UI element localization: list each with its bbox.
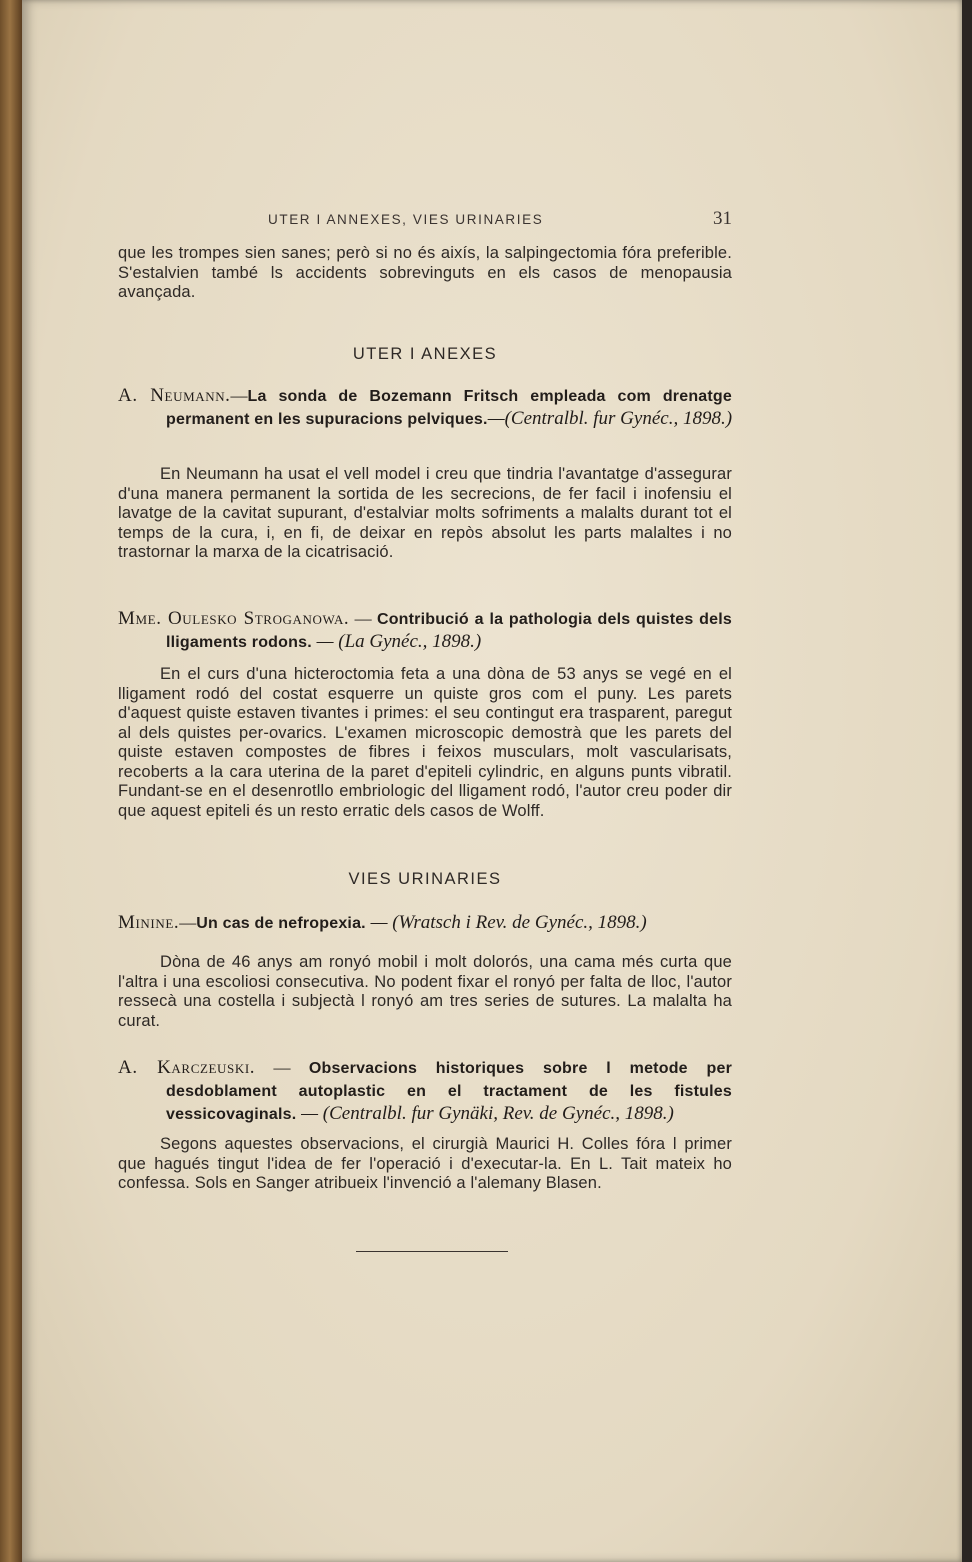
entry-author: A. Neumann. — [118, 385, 231, 406]
entry-dash: — — [255, 1058, 309, 1077]
section-title-vies-urinaries: VIES URINARIES — [348, 870, 502, 888]
entry-citation — [118, 912, 732, 935]
entry-title: Contribució a la pathologia dels quistes dels lligaments rodons. — [166, 611, 732, 651]
intro-block — [118, 244, 732, 303]
book-page — [22, 0, 962, 1562]
entry-title: La sonda de Bozemann Fritsch empleada com drenatge permanent en les supuracions pelviques. — [166, 388, 732, 428]
entry-source: — (Centralbl. fur Gynäki, Rev. de Gynéc., 1898.) — [296, 1103, 674, 1124]
entry-paragraph: Segons aquestes observacions, el cirurgià Maurici H. Colles fóra l primer que hagués tingut l'idea de fer l'operació i d'executar-la. En L. Tait mateix ho confessa. Sols en Sanger atribueix l'invenció a l'alemany Blasen. — [118, 1135, 732, 1192]
running-title: UTER I ANNEXES, VIES URINARIES — [268, 212, 544, 227]
entry-body — [118, 953, 732, 1031]
book-binding-edge — [0, 0, 22, 1562]
entry-citation — [118, 385, 732, 431]
entry-author: A. Karczeuski. — [118, 1057, 256, 1078]
entry-author: Mme. Oulesko Stroganowa. — [118, 608, 350, 629]
entry-paragraph: En Neumann ha usat el vell model i creu que tindria l'avantatge d'assegurar d'una manera permanent la sortida de les secrecions, de fer facil i inofensiu el lavatge de la cavitat supurant, d'estalviar molts sofriments a malalts durant tot el temps de la cura, i, en fi, de deixar en repòs absolut les parts malaltes i no trastornar la marxa de la cicatrisació. — [118, 465, 732, 561]
entry-citation — [118, 608, 732, 654]
entry-paragraph: Dòna de 46 anys am ronyó mobil i molt dolorós, una cama més curta que l'altra i una escoliosi consecutiva. No podent fixar el ronyó per falta de lloc, l'autor ressecà una costella i subjectà l ronyó am tres series de sutures. La malalta ha curat. — [118, 953, 732, 1030]
entry-dash: — — [230, 386, 248, 405]
closing-rule — [356, 1251, 508, 1252]
entry-citation — [118, 1057, 732, 1126]
intro-paragraph: que les trompes sien sanes; però si no és aixís, la salpingectomia fóra preferible. S'estalvien també ls accidents sobrevinguts en els casos de menopausia avançada. — [118, 244, 732, 301]
entry-body — [118, 465, 732, 563]
bibliographic-entry — [118, 385, 732, 431]
entry-title: Observacions historiques sobre l metode per desdoblament autoplastic en el tractament de les fistules vessicovaginals. — [166, 1060, 732, 1123]
entry-paragraph: En el curs d'una hicteroctomia feta a una dòna de 53 anys se vegé en el lligament rodó del costat esquerre un quiste gros com el puny. Les parets d'aquest quiste estaven tivantes i primes: el seu contingut era trasparent, paregut al dels quistes per-ovarics. L'examen microscopic demostrà que les parets del quiste estaven compostes de fibres i feixos musculars, molt vascularisats, recoberts a la cara uterina de la paret d'epiteli cylindric, en alguns punts vibratil. Fundant-se en el desenrotllo embriologic del lligament rodó, l'autor creu poder dir que aquest epiteli és un resto erratic dels casos de Wolff. — [118, 665, 732, 820]
bibliographic-entry — [118, 1057, 732, 1126]
entry-source: — (Wratsch i Rev. de Gynéc., 1898.) — [365, 912, 647, 933]
entry-source: — (La Gynéc., 1898.) — [311, 631, 482, 652]
entry-author: Minine. — [118, 912, 180, 933]
running-header — [118, 208, 732, 236]
bibliographic-entry — [118, 912, 732, 935]
entry-body — [118, 1135, 732, 1194]
entry-dash: — — [179, 913, 197, 932]
entry-title: Un cas de nefropexia. — [196, 915, 366, 932]
entry-source: —(Centralbl. fur Gynéc., 1898.) — [487, 408, 733, 429]
entry-dash: — — [349, 609, 377, 628]
page-number: 31 — [713, 208, 732, 229]
section-title-uter-anexes: UTER I ANEXES — [352, 345, 498, 363]
bibliographic-entry — [118, 608, 732, 654]
entry-body — [118, 665, 732, 821]
